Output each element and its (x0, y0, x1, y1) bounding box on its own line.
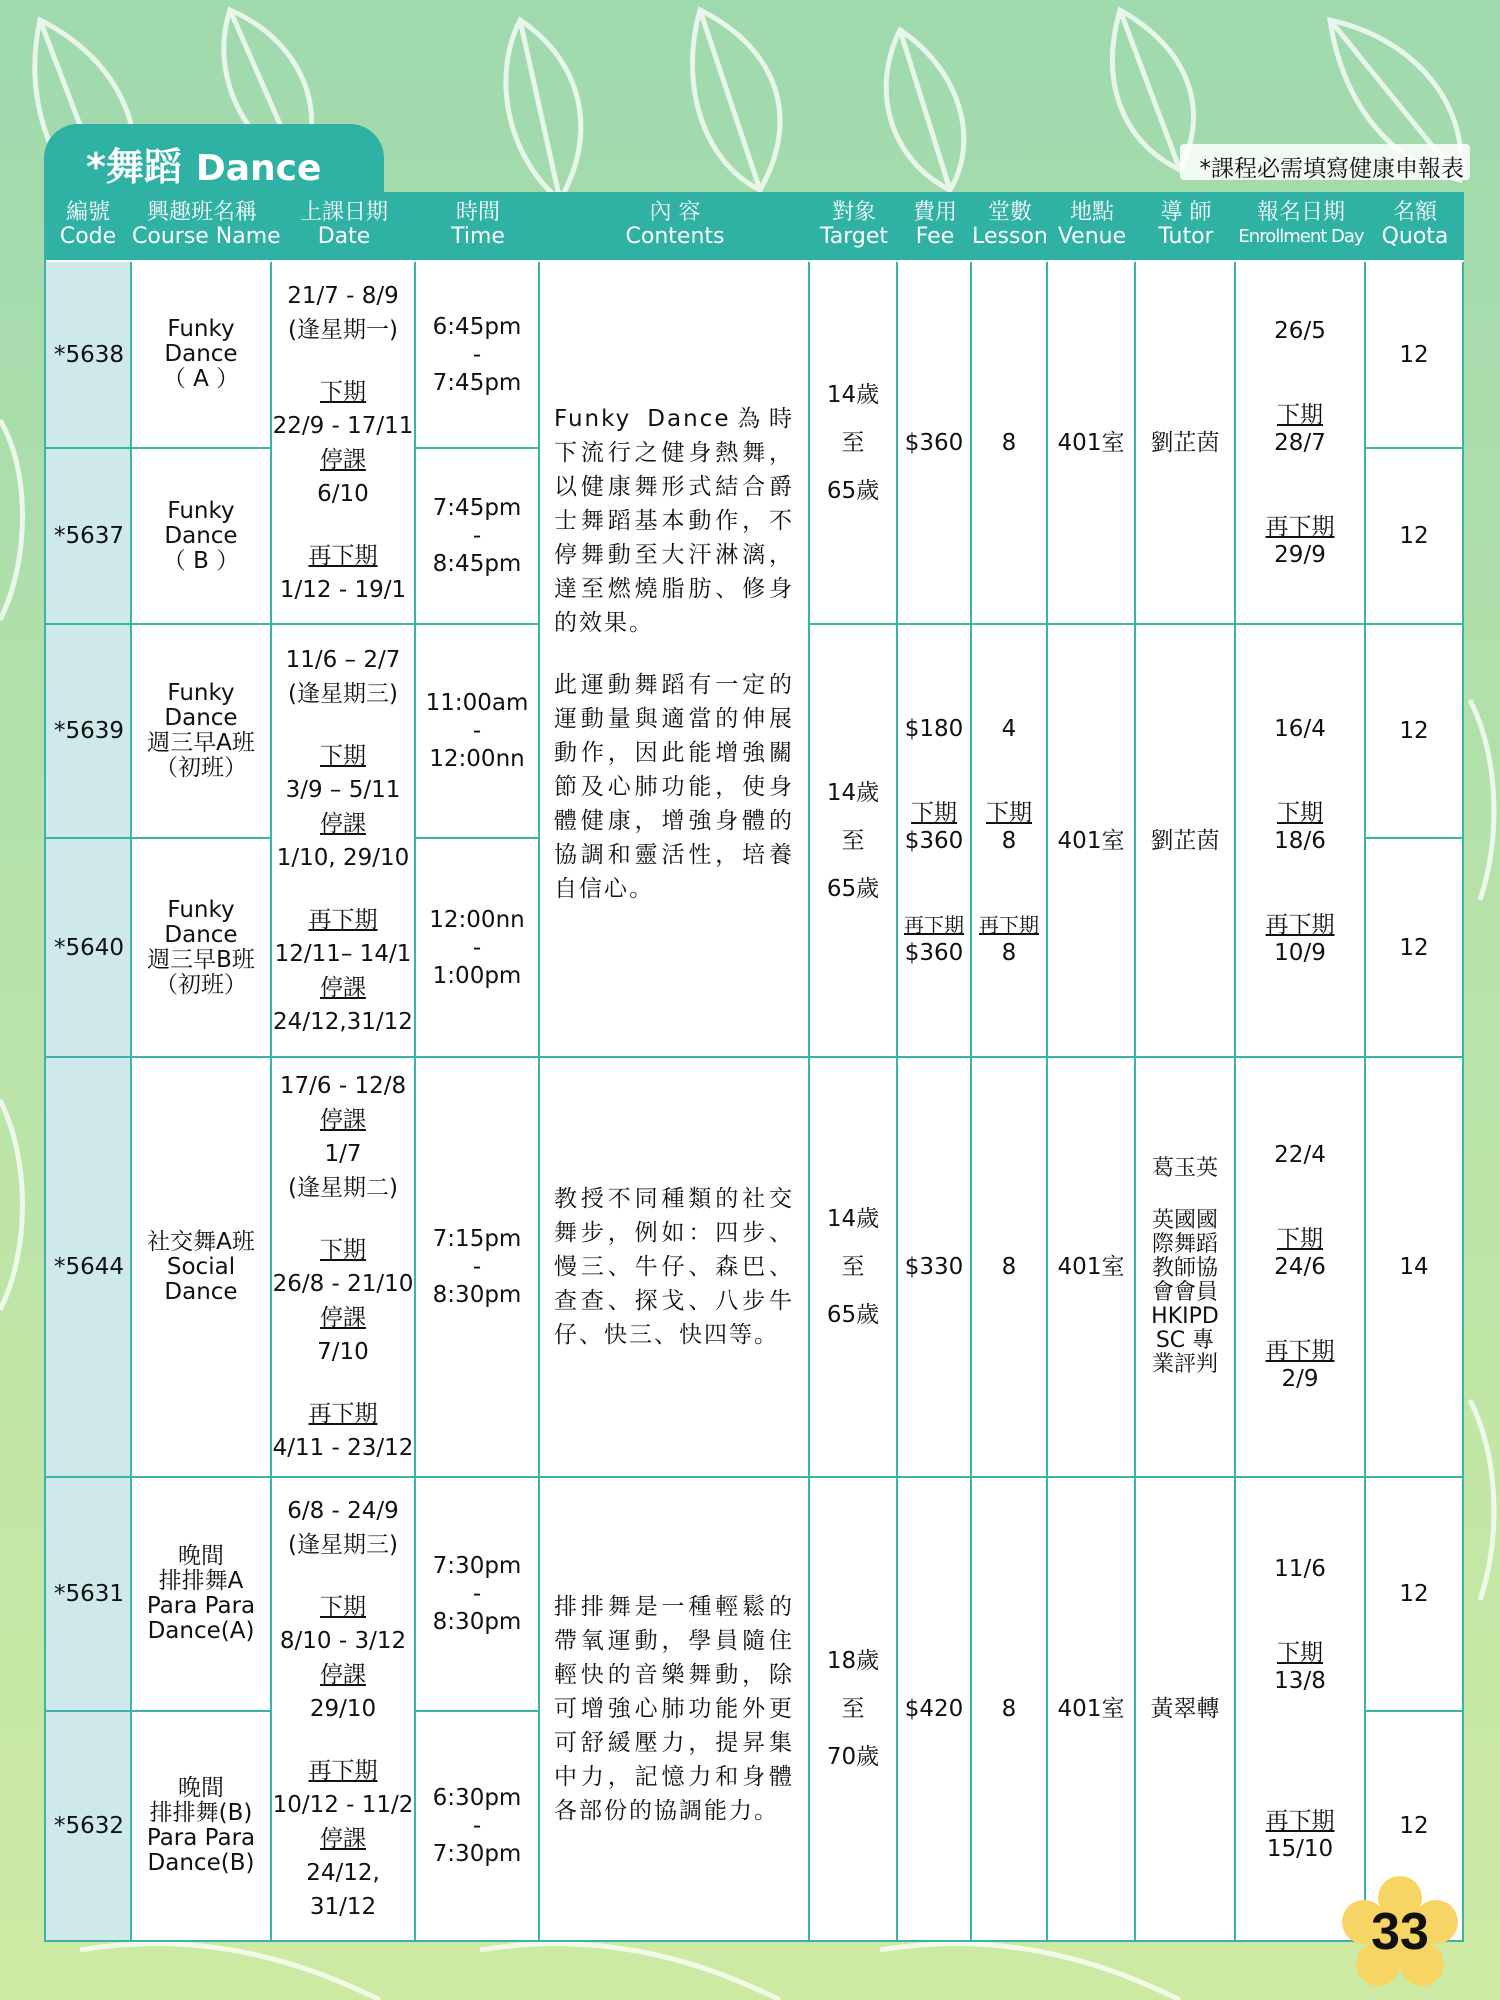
col-date: 上課日期 Date (299, 200, 388, 249)
col-quota: 名額 Quota (1381, 200, 1449, 249)
course-time: 7:45pm - 8:45pm (416, 449, 540, 625)
venue: 401室 (1048, 262, 1136, 625)
course-time: 6:45pm - 7:45pm (416, 262, 540, 449)
col-code: 編號 Code (59, 200, 117, 249)
course-table (44, 192, 1464, 1942)
col-course-name: 興趣班名稱 Course Name (132, 200, 281, 249)
col-venue: 地點 Venue (1057, 200, 1127, 249)
tutor: 黃翠轉 (1136, 1478, 1236, 1942)
lesson-count: 8 (972, 262, 1048, 625)
course-code: *5640 (44, 839, 132, 1058)
section-title-zh: *舞蹈 (86, 145, 182, 189)
course-time: 12:00nn - 1:00pm (416, 839, 540, 1058)
lesson-count: 8 (972, 1058, 1048, 1478)
enrollment-day: 11/6 下期 13/8 再下期 15/10 (1236, 1478, 1366, 1942)
course-fee: $180 下期 $360 再下期 $360 (898, 625, 972, 1058)
page-number: 33 (1371, 1903, 1429, 1961)
course-dates: 6/8 - 24/9 (逢星期三) 下期 8/10 - 3/12 停課 29/10 再下期 10/12 - 11/2 停課 24/12, 31/12 (272, 1478, 416, 1942)
target-age: 14歲 至 65歲 (810, 262, 898, 625)
venue: 401室 (1048, 1058, 1136, 1478)
course-fee: $420 (898, 1478, 972, 1942)
col-fee: 費用 Fee (912, 200, 957, 249)
target-age: 14歲 至 65歲 (810, 625, 898, 1058)
col-time: 時間 Time (451, 200, 505, 249)
quota: 12 (1366, 1478, 1464, 1712)
lesson-count: 4 下期 8 再下期 8 (972, 625, 1048, 1058)
course-time: 7:30pm - 8:30pm (416, 1478, 540, 1712)
quota: 12 (1366, 262, 1464, 449)
tutor: 劉芷茵 (1136, 625, 1236, 1058)
course-name: 晚間 排排舞A Para Para Dance(A) (132, 1478, 272, 1712)
enrollment-day: 22/4 下期 24/6 再下期 2/9 (1236, 1058, 1366, 1478)
course-code: *5637 (44, 449, 132, 625)
course-contents: 教授不同種類的社交舞步，例如：四步、慢三、牛仔、森巴、查查、探戈、八步牛仔、快三、快四等。 (540, 1058, 810, 1478)
course-name: 社交舞A班 Social Dance (132, 1058, 272, 1478)
quota: 12 (1366, 625, 1464, 839)
course-fee: $330 (898, 1058, 972, 1478)
course-fee: $360 (898, 262, 972, 625)
lesson-count: 8 (972, 1478, 1048, 1942)
quota: 12 (1366, 839, 1464, 1058)
course-time: 7:15pm - 8:30pm (416, 1058, 540, 1478)
course-name: Funky Dance 週三早B班 （初班） (132, 839, 272, 1058)
col-tutor: 導 師 Tutor (1158, 200, 1214, 249)
course-code: *5639 (44, 625, 132, 839)
tutor: 葛玉英 英國國 際舞蹈 教師協 會會員 HKIPD SC 專 業評判 (1136, 1058, 1236, 1478)
col-contents: 內 容 Contents (625, 200, 725, 249)
course-name: Funky Dance 週三早A班 （初班） (132, 625, 272, 839)
course-code: *5631 (44, 1478, 132, 1712)
table-left-border (44, 260, 46, 1942)
target-age: 18歲 至 70歲 (810, 1478, 898, 1942)
course-contents: Funky Dance為時下流行之健身熱舞，以健康舞形式結合爵士舞蹈基本動作，不停舞動至大汗淋漓，達至燃燒脂肪、修身的效果。 此運動舞蹈有一定的運動量與適當的伸展動作，因此能增強關節及心肺功能，使身體健康，增強身體的協調和靈活性，培養自信心。 (540, 262, 810, 1058)
target-age: 14歲 至 65歲 (810, 1058, 898, 1478)
course-dates: 11/6 – 2/7 (逢星期三) 下期 3/9 – 5/11 停課 1/10, 29/10 再下期 12/11– 14/1 停課 24/12,31/12 (272, 625, 416, 1058)
course-time: 11:00am - 12:00nn (416, 625, 540, 839)
quota: 14 (1366, 1058, 1464, 1478)
course-dates: 21/7 - 8/9 (逢星期一) 下期 22/9 - 17/11 停課 6/10 再下期 1/12 - 19/1 (272, 262, 416, 625)
quota: 12 (1366, 1712, 1464, 1942)
section-tab (44, 124, 384, 194)
course-code: *5632 (44, 1712, 132, 1942)
table-header (44, 192, 1464, 260)
course-dates: 17/6 - 12/8 停課 1/7 (逢星期二) 下期 26/8 - 21/10 停課 7/10 再下期 4/11 - 23/12 (272, 1058, 416, 1478)
course-code: *5644 (44, 1058, 132, 1478)
venue: 401室 (1048, 625, 1136, 1058)
course-code: *5638 (44, 262, 132, 449)
health-declaration-note: *課程必需填寫健康申報表 (1199, 156, 1464, 182)
quota: 12 (1366, 449, 1464, 625)
course-name: Funky Dance （ B ） (132, 449, 272, 625)
course-time: 6:30pm - 7:30pm (416, 1712, 540, 1942)
section-title-en: Dance (195, 148, 322, 189)
col-lesson: 堂數 Lesson (972, 200, 1048, 249)
course-name: 晚間 排排舞(B) Para Para Dance(B) (132, 1712, 272, 1942)
enrollment-day: 26/5 下期 28/7 再下期 29/9 (1236, 262, 1366, 625)
col-target: 對象 Target (819, 200, 889, 249)
venue: 401室 (1048, 1478, 1136, 1942)
tutor: 劉芷茵 (1136, 262, 1236, 625)
course-contents: 排排舞是一種輕鬆的帶氧運動，學員隨住輕快的音樂舞動，除可增強心肺功能外更可舒緩壓力，提昇集中力，記憶力和身體各部份的協調能力。 (540, 1478, 810, 1942)
col-enrollment-day: 報名日期 Enrollment Day (1238, 200, 1364, 247)
enrollment-day: 16/4 下期 18/6 再下期 10/9 (1236, 625, 1366, 1058)
course-name: Funky Dance （ A ） (132, 262, 272, 449)
